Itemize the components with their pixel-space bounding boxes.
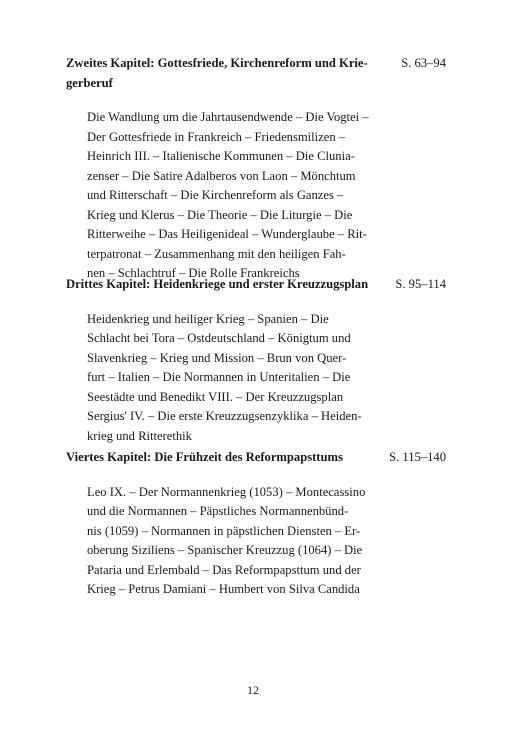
summary-line: nen – Schlachtruf – Die Rolle Frankreichs xyxy=(87,266,300,280)
summary-line: Heidenkrieg und heiliger Krieg – Spanien – Die xyxy=(87,311,329,326)
chapter-title xyxy=(66,54,368,93)
page-number: 12 xyxy=(247,683,259,697)
summary-line: Die Wandlung um die Jahrtausendwende – Die Vogtei – xyxy=(87,110,369,124)
chapter-title xyxy=(66,275,369,295)
summary-line: Sergius' IV. – Die erste Kreuzzugsenzyklika – Heiden- xyxy=(87,409,362,423)
chapter-page-range: S. 63–94 xyxy=(401,56,446,70)
chapter-heading xyxy=(66,54,446,93)
chapter-summary xyxy=(87,108,369,284)
toc-entry-chapter-3 xyxy=(66,275,446,446)
chapter-title-line: Viertes Kapitel: Die Frühzeit des Reformpapsttums xyxy=(66,450,343,464)
summary-line: oberung Siziliens – Spanischer Kreuzzug (1064) – Die xyxy=(87,543,363,557)
chapter-heading xyxy=(66,275,446,295)
summary-line: Heinrich III. – Italienische Kommunen – Die Clunia- xyxy=(87,149,355,163)
summary-line: und Ritterschaft – Die Kirchenreform als Ganzes – xyxy=(87,188,344,202)
summary-line: krieg und Ritterethik xyxy=(87,428,192,443)
summary-line: Krieg und Klerus – Die Theorie – Die Liturgie – Die xyxy=(87,207,353,222)
chapter-title-line: Zweites Kapitel: Gottesfriede, Kirchenreform und Krie- xyxy=(66,56,368,70)
chapter-page-range: S. 115–140 xyxy=(389,450,446,464)
summary-line: Schlacht bei Tora – Ostdeutschland – Königtum und xyxy=(87,331,351,345)
chapter-summary xyxy=(87,483,364,600)
summary-line: Krieg – Petrus Damiani – Humbert von Silva Candida xyxy=(87,582,360,596)
chapter-title-line: gerberuf xyxy=(66,75,113,90)
summary-line: nis (1059) – Normannen in päpstlichen Diensten – Er- xyxy=(87,523,361,538)
summary-line: Ritterweihe – Das Heiligenideal – Wunderglaube – Rit- xyxy=(87,227,367,241)
summary-line: Der Gottesfriede in Frankreich – Friedensmilizen – xyxy=(87,129,346,144)
toc-entry-chapter-2 xyxy=(66,54,446,284)
chapter-summary xyxy=(87,310,364,447)
toc-entry-chapter-4 xyxy=(66,448,446,600)
chapter-title xyxy=(66,448,362,468)
summary-line: terpatronat – Zusammenhang mit den heiligen Fah- xyxy=(87,246,346,261)
summary-line: furt – Italien – Die Normannen in Unteritalien – Die xyxy=(87,370,351,384)
summary-line: Seestädte und Benedikt VIII. – Der Kreuzzugsplan xyxy=(87,389,344,404)
chapter-heading xyxy=(66,448,446,468)
summary-line: und die Normannen – Päpstliches Normannenbünd- xyxy=(87,504,349,518)
summary-line: Pataria und Erlembald – Das Reformpapsttum und der xyxy=(87,562,361,577)
chapter-title-line: Drittes Kapitel: Heidenkriege und erster Kreuzzugsplan xyxy=(66,277,369,291)
summary-line: zenser – Die Satire Adalberos von Laon – Mönchtum xyxy=(87,168,356,183)
summary-line: Slavenkrieg – Krieg und Mission – Brun von Quer- xyxy=(87,350,347,365)
summary-line: Leo IX. – Der Normannenkrieg (1053) – Montecassino xyxy=(87,484,366,499)
chapter-page-range: S. 95–114 xyxy=(395,277,446,291)
